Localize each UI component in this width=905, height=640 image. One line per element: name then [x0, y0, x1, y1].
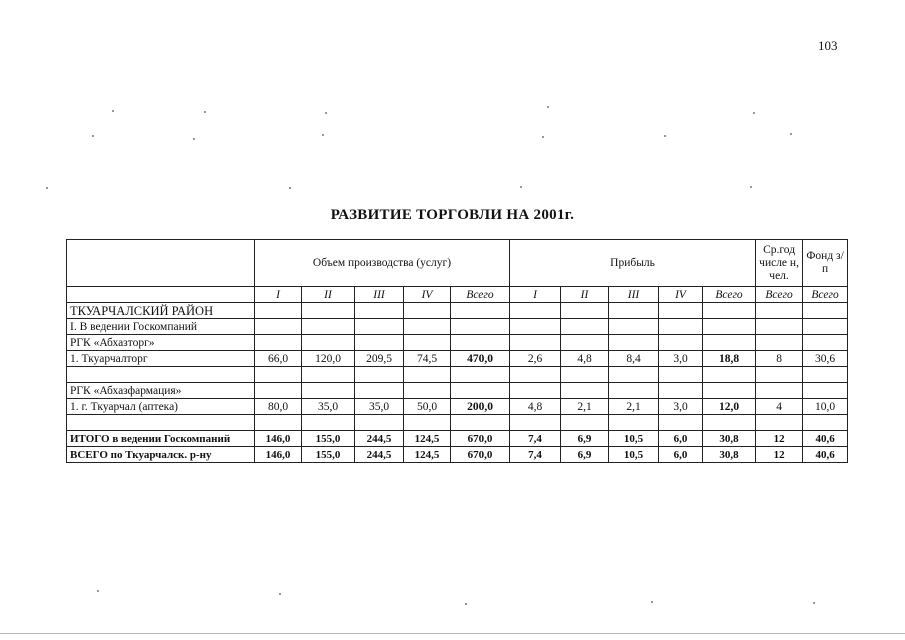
subheader-q4: IV [659, 287, 703, 303]
subheader-q4: IV [404, 287, 451, 303]
volume-q4: 50,0 [404, 399, 451, 415]
empty-cell [255, 367, 302, 383]
empty-cell [255, 415, 302, 431]
empty-cell [756, 367, 803, 383]
header-profit: Прибыль [510, 240, 756, 287]
empty-cell [703, 335, 756, 351]
table-row [67, 399, 848, 415]
profit-total: 30,8 [703, 447, 756, 463]
profit-total: 12,0 [703, 399, 756, 415]
profit-q1: 7,4 [510, 447, 561, 463]
avg-staff: 8 [756, 351, 803, 367]
subheader-total: Всего [451, 287, 510, 303]
empty-cell [302, 367, 355, 383]
empty-cell [756, 303, 803, 319]
section-label: I. В ведении Госкомпаний [67, 319, 255, 335]
scan-speck [664, 135, 666, 137]
wage-fund: 30,6 [803, 351, 848, 367]
empty-cell [703, 319, 756, 335]
empty-cell [302, 319, 355, 335]
empty-cell [510, 415, 561, 431]
empty-cell [451, 415, 510, 431]
page-title: РАЗВИТИЕ ТОРГОВЛИ НА 2001г. [330, 207, 575, 223]
profit-q3: 10,5 [609, 431, 659, 447]
table-row [67, 447, 848, 463]
volume-q3: 244,5 [355, 447, 404, 463]
empty-cell [355, 319, 404, 335]
empty-cell [451, 303, 510, 319]
table-row [67, 335, 848, 351]
table-row [67, 431, 848, 447]
empty-cell [803, 335, 848, 351]
empty-cell [609, 367, 659, 383]
empty-cell [561, 319, 609, 335]
header-blank [67, 240, 255, 287]
scan-speck [289, 187, 291, 189]
empty-cell [510, 367, 561, 383]
empty-cell [355, 415, 404, 431]
profit-q2: 6,9 [561, 431, 609, 447]
scan-speck [112, 110, 114, 112]
volume-q4: 124,5 [404, 447, 451, 463]
profit-total: 18,8 [703, 351, 756, 367]
empty-cell [703, 367, 756, 383]
profit-q3: 2,1 [609, 399, 659, 415]
profit-q2: 4,8 [561, 351, 609, 367]
scan-speck [204, 111, 206, 113]
profit-q4: 6,0 [659, 431, 703, 447]
volume-q1: 146,0 [255, 431, 302, 447]
volume-total: 470,0 [451, 351, 510, 367]
subheader-q2: II [302, 287, 355, 303]
profit-q4: 6,0 [659, 447, 703, 463]
scan-speck [46, 187, 48, 189]
volume-total: 200,0 [451, 399, 510, 415]
empty-cell [609, 303, 659, 319]
empty-cell [561, 415, 609, 431]
empty-cell [561, 367, 609, 383]
empty-cell [703, 303, 756, 319]
profit-total: 30,8 [703, 431, 756, 447]
volume-q1: 146,0 [255, 447, 302, 463]
empty-cell [255, 383, 302, 399]
empty-cell [659, 335, 703, 351]
subheader-row [67, 287, 848, 303]
volume-q2: 35,0 [302, 399, 355, 415]
page-number: 103 [818, 38, 838, 53]
profit-q1: 4,8 [510, 399, 561, 415]
empty-cell [703, 383, 756, 399]
wage-fund: 40,6 [803, 431, 848, 447]
empty-cell [451, 319, 510, 335]
empty-cell [510, 335, 561, 351]
empty-cell [67, 367, 255, 383]
profit-q2: 6,9 [561, 447, 609, 463]
empty-cell [659, 319, 703, 335]
table-row [67, 415, 848, 431]
volume-total: 670,0 [451, 447, 510, 463]
empty-cell [404, 383, 451, 399]
subheader-q3: III [609, 287, 659, 303]
wage-fund: 10,0 [803, 399, 848, 415]
scan-edge-line [0, 633, 905, 634]
empty-cell [561, 383, 609, 399]
subheader-q3: III [355, 287, 404, 303]
avg-staff: 4 [756, 399, 803, 415]
empty-cell [659, 303, 703, 319]
scan-speck [92, 135, 94, 137]
empty-cell [659, 383, 703, 399]
empty-cell [451, 367, 510, 383]
district-label: ТКУАРЧАЛСКИЙ РАЙОН [67, 303, 255, 319]
scan-speck [813, 602, 815, 604]
profit-q4: 3,0 [659, 399, 703, 415]
avg-staff: 12 [756, 431, 803, 447]
empty-cell [355, 303, 404, 319]
wage-fund: 40,6 [803, 447, 848, 463]
scan-speck [790, 133, 792, 135]
subheader-q1: I [510, 287, 561, 303]
scan-speck [651, 601, 653, 603]
volume-q1: 66,0 [255, 351, 302, 367]
scan-speck [97, 590, 99, 592]
empty-cell [404, 303, 451, 319]
scan-speck [279, 593, 281, 595]
subheader-total: Всего [756, 287, 803, 303]
empty-cell [302, 383, 355, 399]
table-row [67, 367, 848, 383]
empty-cell [302, 415, 355, 431]
empty-cell [302, 303, 355, 319]
volume-q2: 120,0 [302, 351, 355, 367]
table-row [67, 351, 848, 367]
scan-speck [750, 186, 752, 188]
header-wage-fund: Фонд з/п [803, 240, 848, 287]
profit-q1: 7,4 [510, 431, 561, 447]
volume-q4: 74,5 [404, 351, 451, 367]
volume-q1: 80,0 [255, 399, 302, 415]
empty-cell [404, 319, 451, 335]
subheader-total: Всего [803, 287, 848, 303]
avg-staff: 12 [756, 447, 803, 463]
scan-speck [753, 112, 755, 114]
scan-speck [542, 136, 544, 138]
empty-cell [561, 335, 609, 351]
volume-q2: 155,0 [302, 447, 355, 463]
empty-cell [451, 335, 510, 351]
empty-cell [756, 415, 803, 431]
empty-cell [803, 383, 848, 399]
organization-label: РГК «Абхазфармация» [67, 383, 255, 399]
header-avg-staff: Ср.год числе н, чел. [756, 240, 803, 287]
empty-cell [803, 367, 848, 383]
empty-cell [67, 415, 255, 431]
subheader-total: Всего [703, 287, 756, 303]
profit-q3: 10,5 [609, 447, 659, 463]
empty-cell [803, 415, 848, 431]
empty-cell [756, 383, 803, 399]
empty-cell [404, 367, 451, 383]
empty-cell [803, 303, 848, 319]
total-label: ИТОГО в ведении Госкомпаний [67, 431, 255, 447]
table-row [67, 319, 848, 335]
volume-q3: 244,5 [355, 431, 404, 447]
scan-speck [547, 106, 549, 108]
volume-q3: 35,0 [355, 399, 404, 415]
total-label: ВСЕГО по Ткуарчалск. р-ну [67, 447, 255, 463]
profit-q4: 3,0 [659, 351, 703, 367]
empty-cell [355, 367, 404, 383]
empty-cell [609, 335, 659, 351]
empty-cell [609, 415, 659, 431]
volume-q2: 155,0 [302, 431, 355, 447]
volume-q4: 124,5 [404, 431, 451, 447]
empty-cell [510, 383, 561, 399]
scan-speck [325, 112, 327, 114]
table-row [67, 383, 848, 399]
empty-cell [609, 383, 659, 399]
header-volume: Объем производства (услуг) [255, 240, 510, 287]
empty-cell [659, 367, 703, 383]
empty-cell [302, 335, 355, 351]
empty-cell [255, 319, 302, 335]
empty-cell [404, 415, 451, 431]
subheader-q2: II [561, 287, 609, 303]
empty-cell [451, 383, 510, 399]
empty-cell [255, 303, 302, 319]
table-row [67, 303, 848, 319]
profit-q2: 2,1 [561, 399, 609, 415]
profit-q3: 8,4 [609, 351, 659, 367]
empty-cell [355, 383, 404, 399]
empty-cell [803, 319, 848, 335]
scan-speck [465, 603, 467, 605]
row-label: 1. Ткуарчалторг [67, 351, 255, 367]
row-label: 1. г. Ткуарчал (аптека) [67, 399, 255, 415]
empty-cell [355, 335, 404, 351]
empty-cell [404, 335, 451, 351]
scan-speck [322, 134, 324, 136]
scan-speck [520, 186, 522, 188]
trade-table [66, 239, 848, 463]
empty-cell [510, 303, 561, 319]
subheader-q1: I [255, 287, 302, 303]
empty-cell [756, 319, 803, 335]
organization-label: РГК «Абхазторг» [67, 335, 255, 351]
volume-total: 670,0 [451, 431, 510, 447]
empty-cell [703, 415, 756, 431]
empty-cell [756, 335, 803, 351]
subheader-blank [67, 287, 255, 303]
header-row [67, 240, 848, 287]
empty-cell [510, 319, 561, 335]
volume-q3: 209,5 [355, 351, 404, 367]
scan-speck [193, 138, 195, 140]
profit-q1: 2,6 [510, 351, 561, 367]
empty-cell [659, 415, 703, 431]
empty-cell [609, 319, 659, 335]
empty-cell [561, 303, 609, 319]
empty-cell [255, 335, 302, 351]
